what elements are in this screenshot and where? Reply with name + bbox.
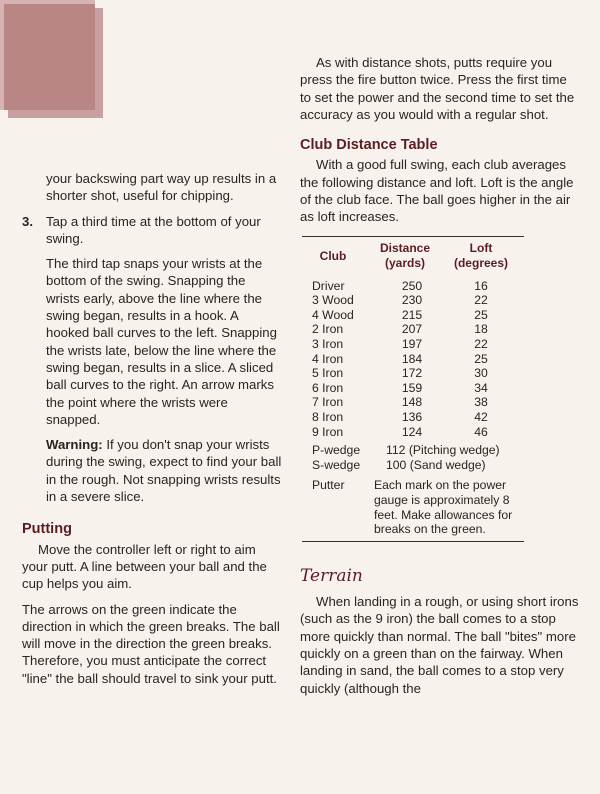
table-row — [302, 395, 524, 410]
loft-cell: 42 — [474, 410, 488, 425]
left-column — [22, 170, 282, 687]
club-cell: 3 Wood — [312, 293, 354, 308]
header-loft: Loft (degrees) — [453, 240, 509, 270]
table-row — [302, 279, 524, 294]
warning-label: Warning: — [46, 437, 103, 453]
club-cell: 8 Iron — [312, 410, 344, 425]
table-body — [302, 279, 524, 440]
table-header — [302, 237, 524, 279]
putter-row — [302, 478, 524, 536]
wedge-club-cell: S-wedge — [312, 457, 361, 472]
club-cell: 9 Iron — [312, 424, 344, 439]
loft-cell: 34 — [474, 380, 488, 395]
wedge-value-cell: 100 (Sand wedge) — [386, 457, 486, 472]
terrain-heading: Terrain — [300, 565, 363, 586]
right-column — [300, 54, 580, 697]
loft-cell: 18 — [474, 322, 488, 337]
loft-cell: 22 — [474, 293, 488, 308]
distance-cell: 184 — [401, 351, 423, 366]
putter-label: Putter — [312, 478, 345, 493]
putting-paragraph-1: Move the controller left or right to aim your putt. A line between your ball and the cup helps you aim. — [22, 541, 267, 592]
distance-cell: 148 — [401, 395, 423, 410]
wedge-value-cell: 112 (Pitching wedge) — [386, 443, 500, 458]
wedge-row — [302, 443, 524, 458]
table-row — [302, 352, 524, 367]
club-cell: 2 Iron — [312, 322, 344, 337]
warning-paragraph — [22, 436, 282, 505]
putter-text: Each mark on the power gauge is approximately 8 feet. Make allowances for breaks on the green. — [374, 478, 513, 537]
wedge-rows — [302, 443, 524, 472]
loft-cell: 30 — [474, 366, 488, 381]
step-three — [22, 213, 282, 248]
table-row — [302, 425, 524, 440]
table-intro-paragraph: With a good full swing, each club averages the following distance and loft. Loft is the angle of the club face. The ball goes higher in the air as loft increases. — [300, 157, 574, 225]
distance-cell: 230 — [401, 293, 423, 308]
distance-cell: 215 — [401, 307, 423, 322]
table-row — [302, 381, 524, 396]
club-distance-table — [302, 236, 524, 542]
club-cell: 4 Iron — [312, 351, 344, 366]
club-cell: 4 Wood — [312, 307, 354, 322]
putting-heading: Putting — [22, 521, 72, 538]
loft-cell: 16 — [474, 278, 488, 293]
club-cell: 7 Iron — [312, 395, 344, 410]
table-row — [302, 410, 524, 425]
step-number: 3. — [22, 213, 33, 229]
club-cell: Driver — [312, 278, 345, 293]
club-cell: 3 Iron — [312, 337, 344, 352]
header-club: Club — [319, 248, 347, 263]
table-row — [302, 322, 524, 337]
table-row — [302, 337, 524, 352]
distance-cell: 172 — [401, 366, 423, 381]
loft-cell: 38 — [474, 395, 488, 410]
distance-cell: 207 — [401, 322, 423, 337]
wedge-row — [302, 458, 524, 473]
loft-cell: 25 — [474, 351, 488, 366]
step-text: Tap a third time at the bottom of your swing. — [46, 213, 261, 246]
warning-text: If you don't snap your wrists during the swing, expect to find your ball in the rough. Not snapping wrists results in a severe slice. — [46, 437, 282, 505]
corner-tab-block — [0, 0, 95, 110]
terrain-paragraph: When landing in a rough, or using short irons (such as the 9 iron) the ball comes to a stop more quickly than normal. The ball "bites" more quickly on a green than on the fairway. When landing in sand, the ball comes to a stop very quickly (although the — [300, 594, 579, 696]
table-row — [302, 293, 524, 308]
distance-cell: 136 — [401, 410, 423, 425]
header-distance: Distance (yards) — [379, 240, 431, 270]
table-row — [302, 366, 524, 381]
distance-cell: 197 — [401, 337, 423, 352]
putt-fire-paragraph: As with distance shots, putts require you press the fire button twice. Press the first time to set the power and the second time to set the accuracy as you would with a regular shot. — [300, 55, 575, 122]
continued-text: your backswing part way up results in a shorter shot, useful for chipping. — [46, 171, 277, 204]
distance-cell: 124 — [401, 424, 423, 439]
distance-cell: 250 — [401, 278, 423, 293]
table-row — [302, 308, 524, 323]
putting-paragraph-2: The arrows on the green indicate the direction in which the green breaks. The ball will move in the direction the green breaks. Therefore, you must anticipate the correct "line" the ball should travel to sink your putt. — [22, 601, 280, 686]
wrist-snap-paragraph: The third tap snaps your wrists at the bottom of the swing. Snapping the wrists early, above the line where the swing began, results in a hook. A hooked ball curves to the left. Snapping the wrists late, below the line where the swing began, results in a slice. A sliced ball curves to the right. An arrow marks the point where the wrists were snapped. — [46, 256, 277, 427]
loft-cell: 22 — [474, 337, 488, 352]
loft-cell: 46 — [474, 424, 488, 439]
loft-cell: 25 — [474, 307, 488, 322]
club-distance-heading: Club Distance Table — [300, 137, 438, 154]
distance-cell: 159 — [401, 380, 423, 395]
wedge-club-cell: P-wedge — [312, 443, 361, 458]
club-cell: 6 Iron — [312, 380, 344, 395]
club-cell: 5 Iron — [312, 366, 344, 381]
